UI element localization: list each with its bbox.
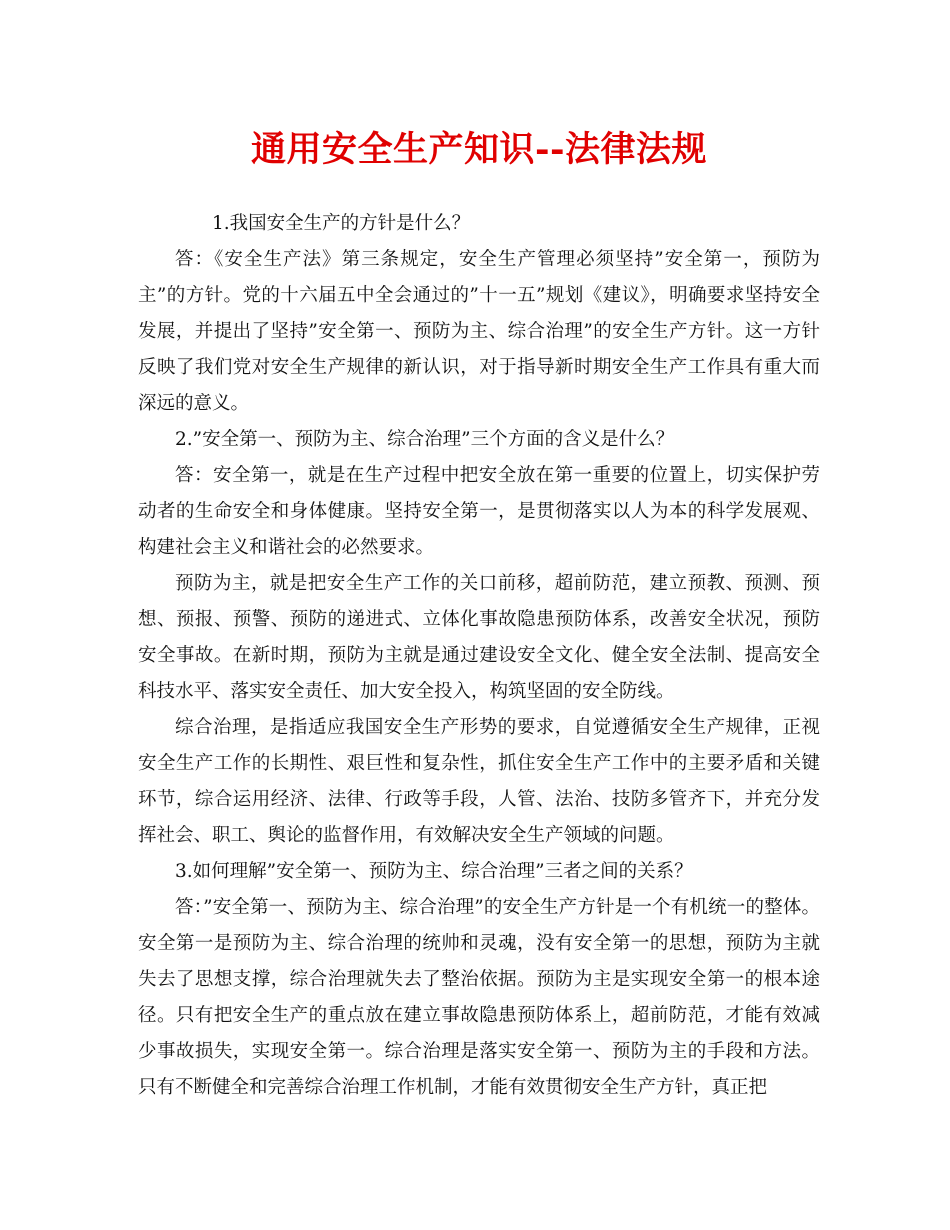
document-title: 通用安全生产知识--法律法规 <box>250 129 708 170</box>
document-body <box>138 206 820 1106</box>
answer-3: 答：”安全第一、预防为主、综合治理”的安全生产方针是一个有机统一的整体。安全第一是预防为主、综合治理的统帅和灵魂，没有安全第一的思想，预防为主就失去了思想支撑，综合治理就失去了整治依据。预防为主是实现安全第一的根本途径。只有把安全生产的重点放在建立事故隐患预防体系上，超前防范，才能有效减少事故损失，实现安全第一。综合治理是落实安全第一、预防为主的手段和方法。只有不断健全和完善综合治理工作机制，才能有效贯彻安全生产方针，真正把 <box>138 897 820 1098</box>
question-3: 3.如何理解”安全第一、预防为主、综合治理”三者之间的关系？ <box>175 861 693 882</box>
answer-2-prevention-first: 预防为主，就是把安全生产工作的关口前移，超前防范，建立预教、预测、预想、预报、预警、预防的递进式、立体化事故隐患预防体系，改善安全状况，预防安全事故。在新时期，预防为主就是通过建设安全文化、健全安全法制、提高安全科技水平、落实安全责任、加大安全投入，构筑坚固的安全防线。 <box>138 573 820 702</box>
answer-1: 答：《安全生产法》第三条规定，安全生产管理必须坚持”安全第一，预防为主”的方针。党的十六届五中全会通过的”十一五”规划《建议》，明确要求坚持安全发展，并提出了坚持”安全第一、预防为主、综合治理”的安全生产方针。这一方针反映了我们党对安全生产规律的新认识，对于指导新时期安全生产工作具有重大而深远的意义。 <box>138 249 820 414</box>
answer-2-comprehensive-governance: 综合治理，是指适应我国安全生产形势的要求，自觉遵循安全生产规律，正视安全生产工作的长期性、艰巨性和复杂性，抓住安全生产工作中的主要矛盾和关键环节，综合运用经济、法律、行政等手段，人管、法治、技防多管齐下，并充分发挥社会、职工、舆论的监督作用，有效解决安全生产领域的问题。 <box>138 717 820 846</box>
answer-2-safety-first: 答：安全第一，就是在生产过程中把安全放在第一重要的位置上，切实保护劳动者的生命安全和身体健康。坚持安全第一，是贯彻落实以人为本的科学发展观、构建社会主义和谐社会的必然要求。 <box>138 465 820 558</box>
question-2: 2.”安全第一、预防为主、综合治理”三个方面的含义是什么？ <box>175 429 675 450</box>
question-1: 1.我国安全生产的方针是什么？ <box>212 213 471 234</box>
